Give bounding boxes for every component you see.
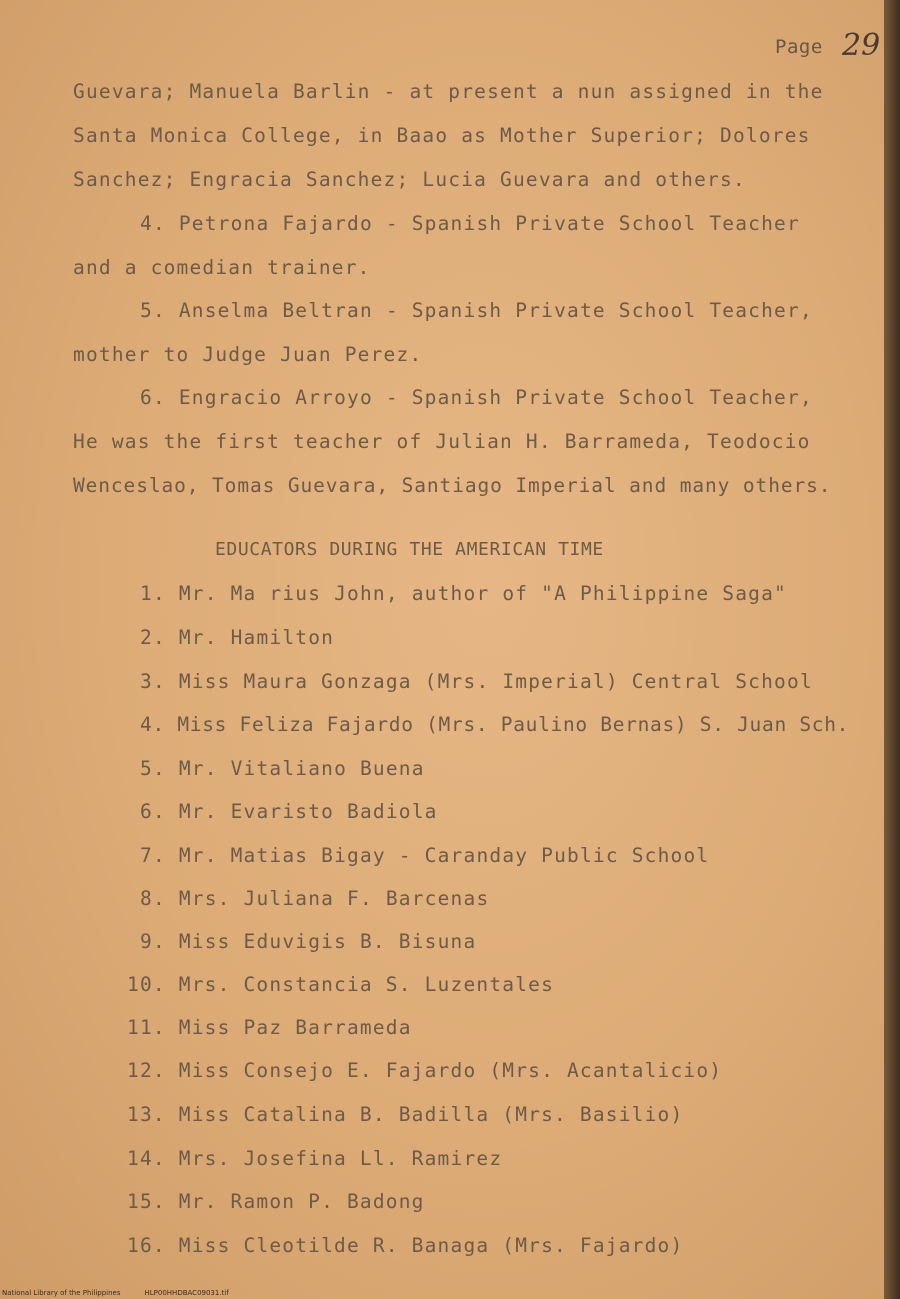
educator-list-item: 4. Miss Feliza Fajardo (Mrs. Paulino Bernas) S. Juan Sch. — [140, 713, 850, 736]
paragraph-line: 4. Petrona Fajardo - Spanish Private School Teacher — [140, 212, 800, 235]
footer-library-label: National Library of the Philippines — [2, 1289, 121, 1297]
educator-list-item: 2. Mr. Hamilton — [140, 626, 335, 649]
educator-list-item: 3. Miss Maura Gonzaga (Mrs. Imperial) Central School — [140, 670, 813, 693]
paragraph-line: and a comedian trainer. — [73, 256, 371, 279]
paragraph-line: He was the first teacher of Julian H. Barrameda, Teodocio — [73, 430, 811, 453]
paragraph-line: Wenceslao, Tomas Guevara, Santiago Imperial and many others. — [73, 474, 832, 497]
paragraph-line: Santa Monica College, in Baao as Mother Superior; Dolores — [73, 124, 811, 147]
educator-list-item: 8. Mrs. Juliana F. Barcenas — [140, 887, 490, 910]
educator-list-item: 15. Mr. Ramon P. Badong — [127, 1190, 425, 1213]
paragraph-line: Sanchez; Engracia Sanchez; Lucia Guevara and others. — [73, 168, 746, 191]
section-heading: EDUCATORS DURING THE AMERICAN TIME — [215, 539, 604, 560]
paragraph-line: mother to Judge Juan Perez. — [73, 343, 423, 366]
scan-footer — [2, 1289, 253, 1297]
educator-list-item: 7. Mr. Matias Bigay - Caranday Public School — [140, 844, 710, 867]
paragraph-line: 6. Engracio Arroyo - Spanish Private School Teacher, — [140, 386, 813, 409]
footer-file-label: HLP00HHDBAC09031.tif — [144, 1289, 229, 1297]
page-number: 29 — [842, 28, 881, 63]
educator-list-item: 6. Mr. Evaristo Badiola — [140, 800, 438, 823]
educator-list-item: 10. Mrs. Constancia S. Luzentales — [127, 973, 555, 996]
page-label: Page — [775, 36, 823, 58]
scan-page-edge — [884, 0, 900, 1299]
educator-list-item: 9. Miss Eduvigis B. Bisuna — [140, 930, 477, 953]
paragraph-line: 5. Anselma Beltran - Spanish Private School Teacher, — [140, 299, 813, 322]
educator-list-item: 16. Miss Cleotilde R. Banaga (Mrs. Fajardo) — [127, 1234, 684, 1257]
educator-list-item: 12. Miss Consejo E. Fajardo (Mrs. Acantalicio) — [127, 1059, 723, 1082]
educator-list-item: 11. Miss Paz Barrameda — [127, 1016, 412, 1039]
educator-list-item: 1. Mr. Ma rius John, author of "A Philippine Saga" — [140, 582, 787, 605]
educator-list-item: 5. Mr. Vitaliano Buena — [140, 757, 425, 780]
paragraph-line: Guevara; Manuela Barlin - at present a nun assigned in the — [73, 80, 824, 103]
educator-list-item: 13. Miss Catalina B. Badilla (Mrs. Basilio) — [127, 1103, 684, 1126]
educator-list-item: 14. Mrs. Josefina Ll. Ramirez — [127, 1147, 503, 1170]
